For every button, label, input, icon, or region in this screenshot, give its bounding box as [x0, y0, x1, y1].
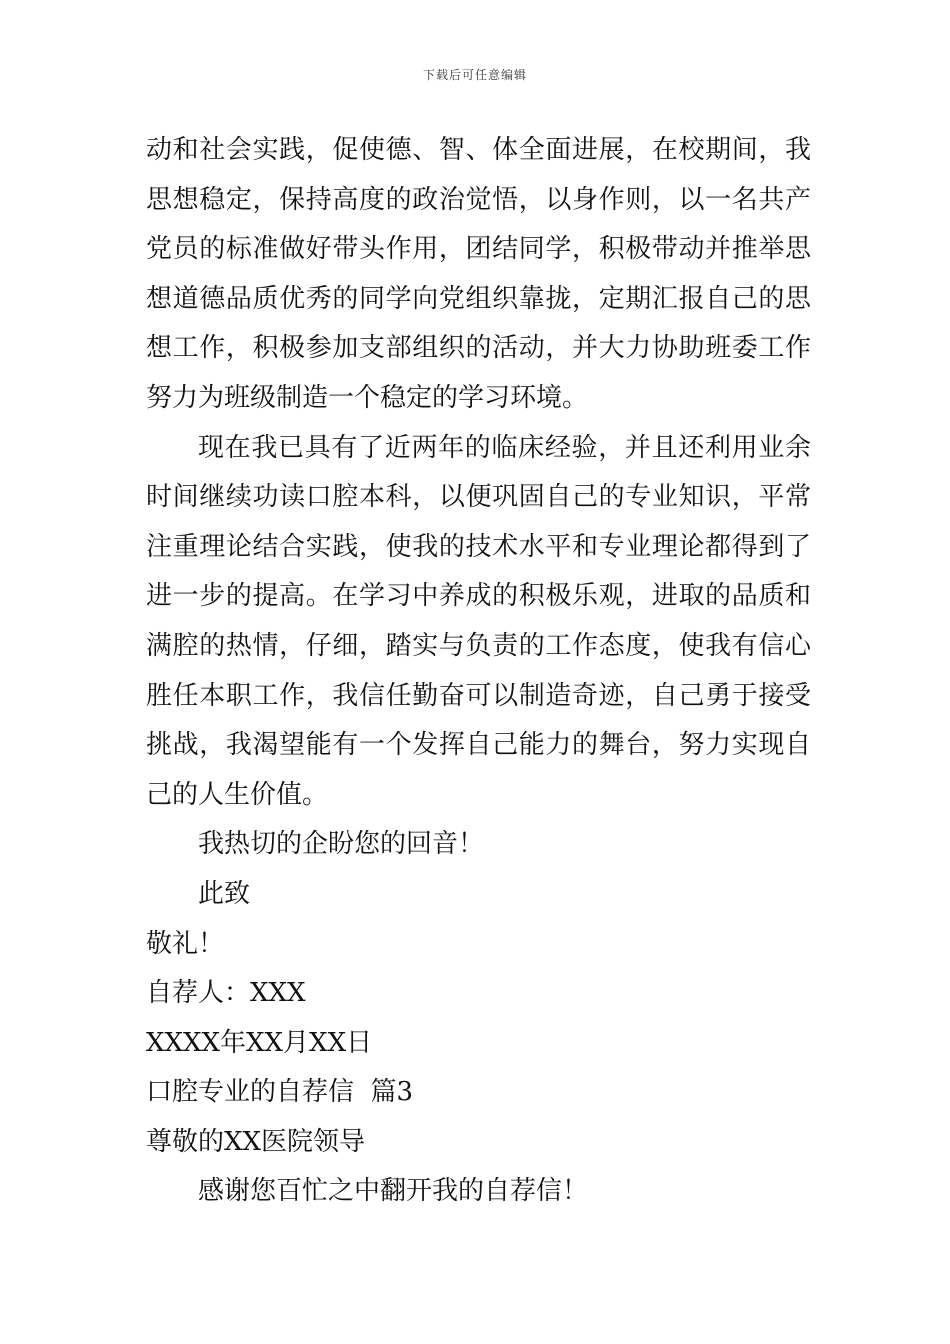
paragraph-2-line: 现在我已具有了近两年的临床经验，并且还利用业余	[198, 432, 811, 463]
paragraph-2-line: 时间继续功读口腔本科，以便巩固自己的专业知识，平常	[146, 482, 811, 513]
letter-body	[146, 126, 811, 1217]
paragraph-2-line: 进一步的提高。在学习中养成的积极乐观，进取的品质和	[146, 581, 811, 612]
paragraph-2-line: 己的人生价值。	[146, 779, 329, 810]
paragraph-1-line: 想道德品质优秀的同学向党组织靠拢，定期汇报自己的思	[146, 283, 811, 314]
section-title: 口腔专业的自荐信 篇3	[146, 1077, 414, 1108]
paragraph-1-line: 努力为班级制造一个稳定的学习环境。	[146, 382, 589, 413]
closing-salutation: 此致	[198, 878, 251, 909]
paragraph-1-line: 党员的标准做好带头作用，团结同学，积极带动并推举思	[146, 234, 811, 265]
letter-date: XXXX年XX月XX日	[146, 1027, 373, 1058]
opening-line: 感谢您百忙之中翻开我的自荐信！	[198, 1176, 589, 1207]
signer: 自荐人：XXX	[146, 978, 306, 1009]
paragraph-1-line: 想工作，积极参加支部组织的活动，并大力协助班委工作	[146, 333, 811, 364]
page-header-note: 下载后可任意编辑	[422, 68, 527, 82]
addressee: 尊敬的XX医院领导	[146, 1126, 366, 1157]
paragraph-1-line: 动和社会实践，促使德、智、体全面进展，在校期间，我	[146, 135, 811, 165]
paragraph-2-line: 胜任本职工作，我信任勤奋可以制造奇迹，自己勇于接受	[146, 680, 811, 711]
paragraph-1-line: 思想稳定，保持高度的政治觉悟，以身作则，以一名共产	[146, 184, 811, 215]
paragraph-2-line: 注重理论结合实践，使我的技术水平和专业理论都得到了	[146, 531, 811, 562]
closing-regards: 敬礼！	[146, 928, 225, 959]
closing-hope: 我热切的企盼您的回音！	[198, 829, 485, 860]
paragraph-2-line: 满腔的热情，仔细，踏实与负责的工作态度，使我有信心	[146, 630, 811, 661]
paragraph-2-line: 挑战，我渴望能有一个发挥自己能力的舞台，努力实现自	[146, 730, 811, 761]
